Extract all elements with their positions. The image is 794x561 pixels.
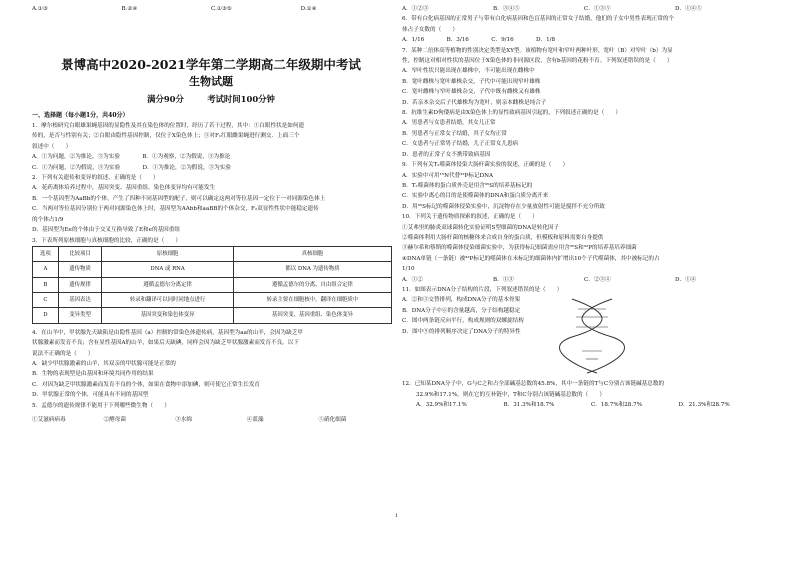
table-cell: 都以 DNA 为遗传物质	[233, 262, 391, 277]
text-line: 叙述中（ ）	[32, 143, 72, 150]
table-cell: 遵循孟德尔的分离、自由组合定律	[233, 277, 391, 292]
text-line: A．①为问题，②为推论，③为实验 B．①为观察，②为假说，③为推论	[32, 154, 231, 161]
text-line: C．实验中离心的目的是使噬菌体的DNA和蛋白质分离开来	[402, 193, 549, 200]
text-line: 6．带有白化病基因的正常男子与带有白化病基因和色盲基因的正常女子结婚，他们的子女中男性表现正常的个	[402, 16, 675, 23]
text-line: A．男患者与女患者结婚，其女儿正常	[402, 120, 496, 127]
text-line: A．花药离体培养过程中，基因突变、基因重组、染色体变异均有可能发生	[32, 185, 216, 192]
q12-stem-2: 32.9%和17.1%，则在它的互补链中，T和C分别占该链碱基总数的（ ）	[416, 391, 605, 398]
q10-options: A．①② B．①③ C．②③④ D．①④	[402, 276, 697, 283]
table-cell: 基因表达	[58, 293, 101, 308]
q11-stem: 11．如图表示DNA分子结构的片段，下列叙述错误的是（ ）	[402, 286, 563, 293]
text-line: 状腺激素而发育不良；含有显性基因A的山羊，如果后天缺碘，同样会因为缺乏甲状腺激素而发育不良。以下	[32, 340, 299, 347]
text-line: A．窄叶性状只能出现在雄株中，不可能出现在雌株中	[402, 68, 535, 75]
text-line: 1/10	[402, 266, 415, 273]
text-line: D．若亲本杂交后子代雄株均为宽叶，则亲本雌株是纯合子	[402, 99, 547, 106]
table-cell: B	[33, 277, 59, 292]
table-cell: 基因突变和染色体变异	[102, 308, 234, 323]
text-line: A．缺少甲状腺激素的山羊，其双亲的甲状腺可能是正常的	[32, 361, 176, 368]
text-line: B．宽叶雌株与宽叶雄株杂交，子代中可能出现窄叶雄株	[402, 78, 541, 85]
exam-meta: 满分90分 考试时间100分钟	[147, 94, 275, 105]
text-line: C．对因为缺乏甲状腺激素而发育不良的个体，如果在食物中添加碘，则可使它正常生长发育	[32, 381, 261, 388]
text-line: D．甲状腺正常的个体，可能具有不同的基因型	[32, 392, 149, 399]
table-cell: D	[33, 308, 59, 323]
table-row	[33, 308, 392, 323]
text-line: B．一个基因型为AaBb的个体，产生了四种不同基因型的配子，则可以确定这两对等位基因一定位于一对同源染色体上	[32, 195, 326, 202]
table-cell: C	[33, 293, 59, 308]
text-line: 说法不正确的是（ ）	[32, 350, 94, 357]
text-line: 传的，是否与性别有关；②白眼由隐性基因控制，仅位于X染色体上；③对F₁红眼雌果蝇进行测交．上面三个	[32, 133, 300, 140]
text-line: 10．下列关于遗传物质探索的叙述，正确的是（ ）	[402, 214, 538, 221]
text-line: 9．下列有关T₂噬菌体侵染大肠杆菌实验的叙述，正确的是（ ）	[402, 162, 569, 169]
exam-title: 景博高中2020-2021学年第二学期高二年级期中考试	[61, 57, 361, 73]
text-line: D．患者的正常子女不携带致病基因	[402, 151, 491, 158]
text-line: 1．摩尔根研究白眼雄果蝇基因的显隐性及其在染色体的位置时，经历了若干过程，其中：①白眼性状是如何遗	[32, 123, 305, 130]
table-header-cell: 选项	[33, 246, 59, 261]
table-cell: 转录主要在细胞核中，翻译在细胞质中	[233, 293, 391, 308]
text-line: 的个体占1/9	[32, 216, 64, 223]
text-line: C．当两对等位基因分别位于两对同源染色体上时，基因型为AAbb和aaBB的个体杂交，F₂双显性性状中能稳定遗传	[32, 206, 319, 213]
text-line: 7．某种二倍体高等植物的性别决定类型是XY型。该植物有宽叶和窄叶两种叶形，宽叶（B）对窄叶（b）为显	[402, 47, 673, 54]
subject-title: 生物试题	[189, 74, 233, 88]
table-cell: 遵循孟德尔分离定律	[102, 277, 234, 292]
table-cell: 遗传物质	[58, 262, 101, 277]
comparison-table	[32, 246, 392, 324]
questions-6-10	[402, 14, 766, 274]
text-line: B．T₂噬菌体的蛋白质外壳是用含³⁵S的培养基标记的	[402, 182, 533, 189]
text-line: 4．在山羊中，甲状腺先天缺陷是由隐性基因（a）控制的常染色体遗传病。基因型为aa的山羊，会因为缺乏甲	[32, 329, 303, 336]
text-line: 3．下表所列原核细胞与真核细胞的比较，正确的是（ ）	[32, 237, 181, 244]
text-line: C．女患者与正常男子结婚，儿子正常女儿患病	[402, 141, 519, 148]
left-column	[32, 0, 390, 426]
text-line: ④DNA单链（一条链）被³²P标记的噬菌体在未标记的细菌体内扩增出10个子代噬菌体，其中被标记的占	[402, 255, 660, 262]
q5-options: ①艾滋病病毒 ②酵母菌 ③水绵 ④蓝藻 ⑤硝化细菌	[32, 417, 347, 424]
q12-stem-1: 12．已知某DNA分子中，G与C之和占全部碱基总数的45.8%，其中一条链的T与C分别占该链碱基总数的	[402, 381, 665, 388]
text-line: 5．孟德尔的遗传规律不能用于下列哪些微生物（ ）	[32, 402, 170, 409]
table-header-cell: 原核细胞	[102, 246, 234, 261]
table-cell: DNA 或 RNA	[102, 262, 234, 277]
questions-4-5	[32, 328, 390, 411]
text-line: 8．抗维生素D佝偻病是由X染色体上的显性致病基因引起的，下列叙述正确的是（ ）	[402, 110, 621, 117]
table-cell: 遗传规律	[58, 277, 101, 292]
q11-options: A．②和③交替排列，构成DNA分子的基本骨架 B．DNA分子中⑥的含量越高，分子结构越稳定 C．图中两条链反向平行，构成规则的双螺旋结构 D．图中⑨的排列顺序决定了DNA分子的特异性	[402, 297, 524, 335]
table-header-row	[33, 246, 392, 261]
section-heading: 一、选择题（每小题1分，共40分）	[32, 111, 129, 119]
right-column	[402, 0, 766, 411]
table-cell: 基因突变、基因重组、染色体变异	[233, 308, 391, 323]
text-line: 性，控制这对相对性状的基因位于X染色体的非同源区段，含有b基因的花粉不育。下列叙述错误的是（ ）	[402, 58, 673, 65]
left-top-options: A.①③ B.②④ C.①③⑤ D.①④	[32, 6, 317, 12]
table-row	[33, 293, 392, 308]
text-line: ①艾弗里的肺炎双球菌转化实验证明S型细菌的DNA是转化因子	[402, 224, 560, 231]
text-line: A．实验中可用¹⁵N代替³²P标记DNA	[402, 172, 494, 179]
text-line: 体占子女数的（ ）	[402, 26, 458, 33]
text-line: B．男患者与正常女子结婚，其子女均正常	[402, 130, 507, 137]
dna-structure-figure	[552, 295, 642, 375]
table-cell: 变异类型	[58, 308, 101, 323]
q12-options: A．32.9%和17.1% B．31.3%和18.7% C．18.7%和28.7% D．21.3%和28.7%	[416, 402, 730, 409]
page-number: 1	[395, 513, 399, 519]
text-line: B．生物的表现型是由基因和环境共同作用的结果	[32, 371, 154, 378]
table-row	[33, 277, 392, 292]
text-line: ③赫尔希和蔡斯的噬菌体侵染细菌实验中，为获得标记细菌需应用含³⁵S和³²P的培养基培养细菌	[402, 245, 637, 252]
table-header-cell: 真核细胞	[233, 246, 391, 261]
text-line: A．1/16 B．3/16 C．9/16 D．1/8	[402, 37, 556, 44]
table-row	[33, 262, 392, 277]
text-line: 2．下列有关遗传和变异的叙述，正确的是（ ）	[32, 175, 159, 182]
text-line: D．基因型为Ee的个体由于交叉互换导致了E和e的基因重组	[32, 227, 180, 234]
right-top-options: A．①②③ B．③④⑤ C．①③⑤ D．①④⑤	[402, 6, 702, 12]
table-cell: 转录和翻译可以同时同地点进行	[102, 293, 234, 308]
table-header-cell: 比较项目	[58, 246, 101, 261]
table-cell: A	[33, 262, 59, 277]
text-line: C．宽叶雌株与窄叶雄株杂交，子代中既有雌株又有雄株	[402, 89, 541, 96]
text-line: D．用³⁵S标记的噬菌体侵染实验中，沉淀物存在少量放射性可能是搅拌不充分所致	[402, 203, 605, 210]
questions-1-3	[32, 121, 390, 246]
text-line: ②噬菌体利用大肠杆菌的核糖体来合成自身的蛋白质，但模板和原料需要自身提供	[402, 234, 604, 241]
text-line: C．①为问题，②为假说，③为实验 D．①为推论，②为假说，③为实验	[32, 164, 231, 171]
q11-block	[402, 295, 766, 375]
